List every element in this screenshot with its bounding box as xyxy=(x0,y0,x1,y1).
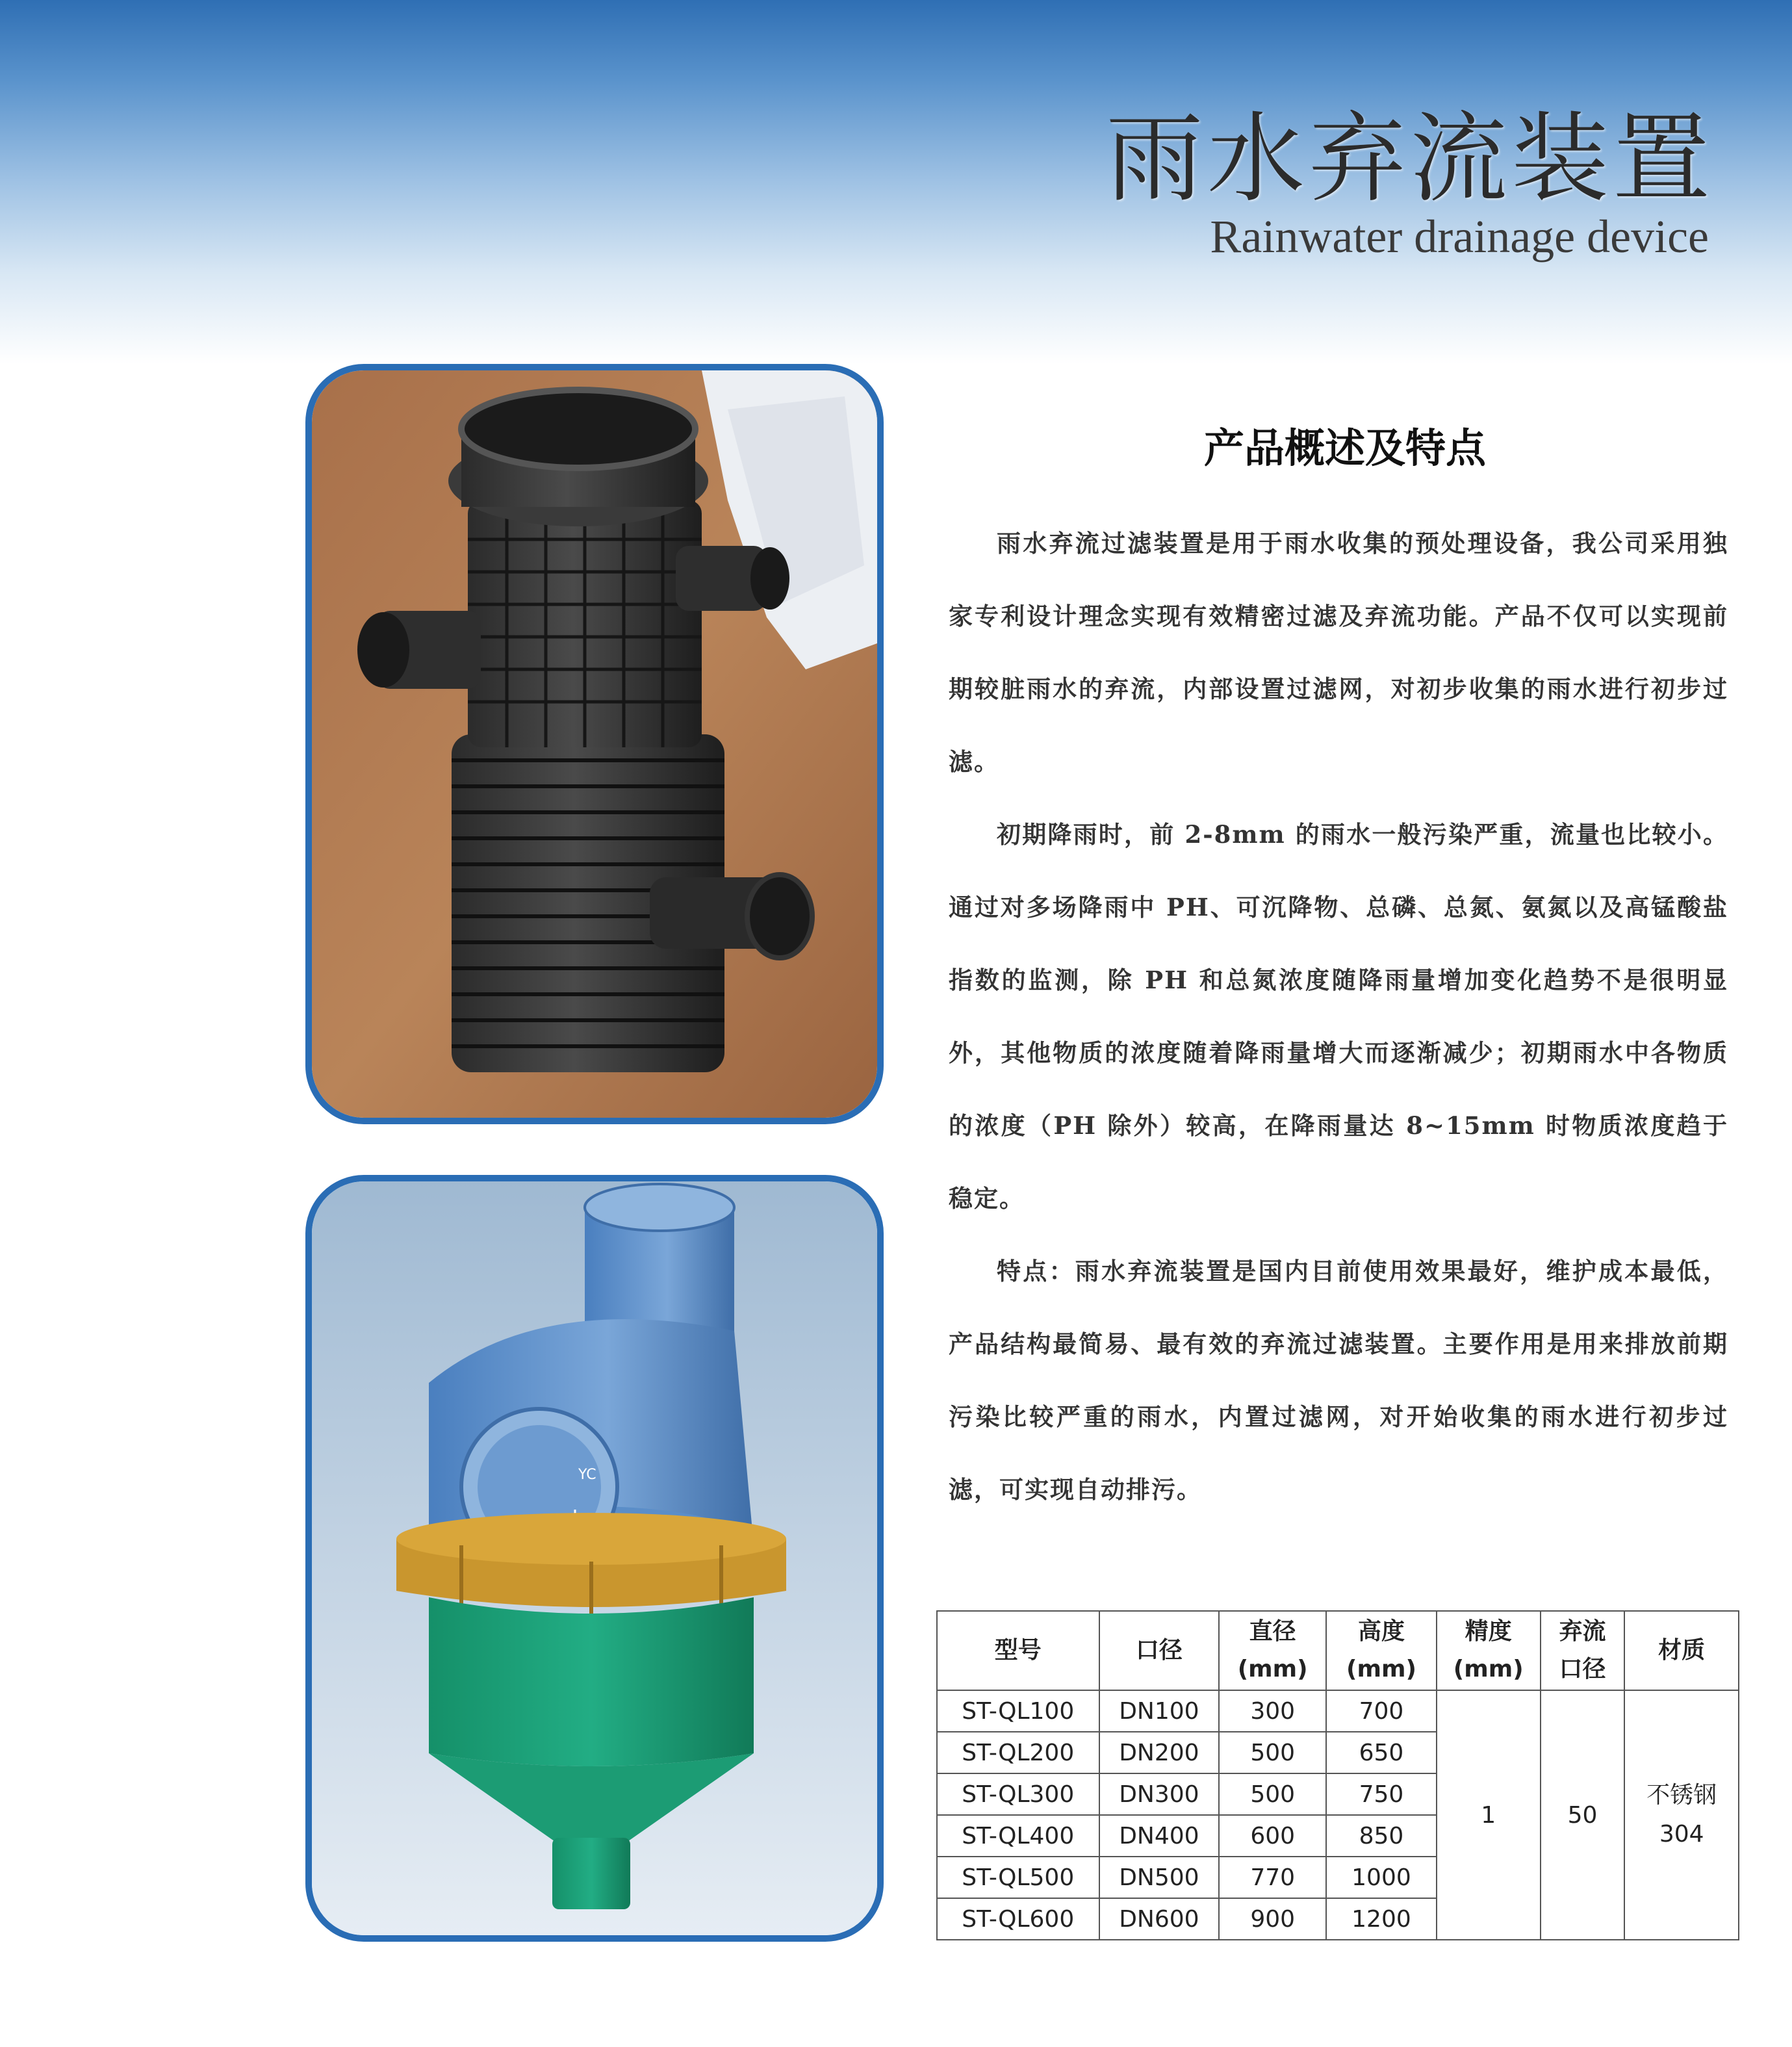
overview-paragraph: 雨水弃流过滤装置是用于雨水收集的预处理设备，我公司采用独家专利设计理念实现有效精密过滤及弃流功能。产品不仅可以实现前期较脏雨水的弃流，内部设置过滤网，对初步收集的雨水进行初步过滤。 xyxy=(949,529,1728,776)
page-subtitle: Rainwater drainage device xyxy=(1210,211,1709,263)
header-diameter: 直径 (mm) xyxy=(1219,1611,1326,1690)
cell-caliber: DN100 xyxy=(1099,1690,1220,1732)
cell-model: ST-QL500 xyxy=(937,1857,1099,1898)
spec-table xyxy=(936,1610,1739,1940)
cell-diameter: 900 xyxy=(1219,1898,1326,1940)
cell-caliber: DN300 xyxy=(1099,1773,1220,1815)
cell-caliber: DN200 xyxy=(1099,1732,1220,1773)
header-material: 材质 xyxy=(1624,1611,1739,1690)
cell-height: 750 xyxy=(1326,1773,1437,1815)
header-caliber: 口径 xyxy=(1099,1611,1220,1690)
product-render-3d xyxy=(305,1175,884,1942)
header-height: 高度 (mm) xyxy=(1326,1611,1437,1690)
cell-precision: 1 xyxy=(1437,1690,1541,1940)
cell-caliber: DN400 xyxy=(1099,1815,1220,1857)
table-row xyxy=(937,1690,1739,1732)
cell-diameter: 500 xyxy=(1219,1732,1326,1773)
page-title: 雨水弃流装置 xyxy=(1105,103,1714,216)
section-title: 产品概述及特点 xyxy=(1203,424,1486,472)
table-header-row xyxy=(937,1611,1739,1690)
cell-discard-caliber: 50 xyxy=(1541,1690,1625,1940)
header-precision: 精度 (mm) xyxy=(1437,1611,1541,1690)
cell-height: 850 xyxy=(1326,1815,1437,1857)
features-paragraph: 特点：雨水弃流装置是国内目前使用效果最好，维护成本最低，产品结构最简易、最有效的弃流过滤装置。主要作用是用来排放前期污染比较严重的雨水，内置过滤网，对开始收集的雨水进行初步过滤，可实现自动排污。 xyxy=(949,1257,1728,1504)
cell-diameter: 500 xyxy=(1219,1773,1326,1815)
axis-label-yc: YC xyxy=(578,1467,596,1483)
cell-model: ST-QL100 xyxy=(937,1690,1099,1732)
header-discard-caliber: 弃流 口径 xyxy=(1541,1611,1625,1690)
cell-height: 650 xyxy=(1326,1732,1437,1773)
header-model: 型号 xyxy=(937,1611,1099,1690)
cell-height: 1000 xyxy=(1326,1857,1437,1898)
cell-model: ST-QL400 xyxy=(937,1815,1099,1857)
cell-diameter: 770 xyxy=(1219,1857,1326,1898)
cell-model: ST-QL300 xyxy=(937,1773,1099,1815)
cell-height: 1200 xyxy=(1326,1898,1437,1940)
installed-device-illustration xyxy=(312,370,877,1118)
cell-model: ST-QL600 xyxy=(937,1898,1099,1940)
cell-caliber: DN600 xyxy=(1099,1898,1220,1940)
cell-diameter: 600 xyxy=(1219,1815,1326,1857)
rainfall-paragraph: 初期降雨时，前 2-8mm 的雨水一般污染严重，流量也比较小。通过对多场降雨中 PH、可沉降物、总磷、总氮、氨氮以及高锰酸盐指数的监测，除 PH 和总氮浓度随降雨量增加变化趋势不是很明显外，其他物质的浓度随着降雨量增大而逐渐减少；初期雨水中各物质的浓度（PH 除外）较高，在降雨量达 8~15mm 时物质浓度趋于稳定。 xyxy=(949,820,1728,1213)
product-photo-installed xyxy=(305,364,884,1124)
device-3d-render xyxy=(312,1181,877,1935)
cell-material: 不锈钢 304 xyxy=(1624,1690,1739,1940)
cell-model: ST-QL200 xyxy=(937,1732,1099,1773)
cell-caliber: DN500 xyxy=(1099,1857,1220,1898)
cell-height: 700 xyxy=(1326,1690,1437,1732)
cell-diameter: 300 xyxy=(1219,1690,1326,1732)
